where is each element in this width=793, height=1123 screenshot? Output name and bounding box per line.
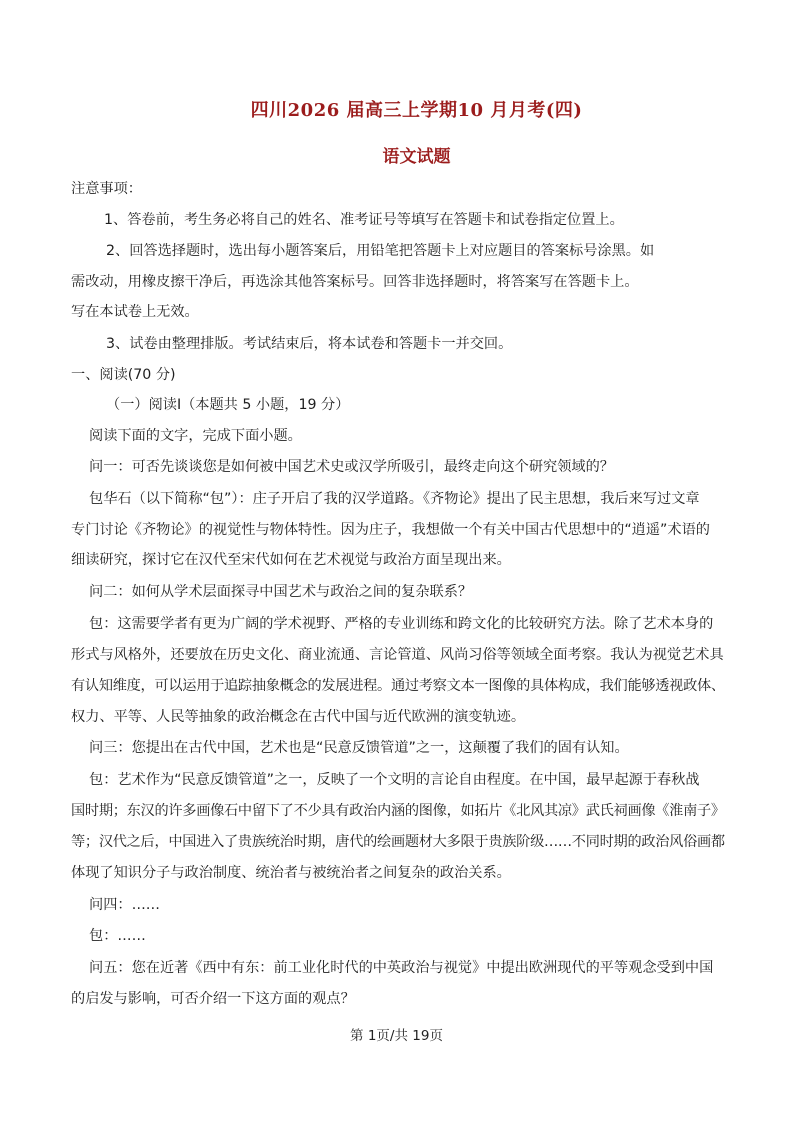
question-5-line-1: 问五：您在近著《西中有东：前工业化时代的中英政治与视觉》中提出欧洲现代的平等观念受到中国 — [89, 960, 714, 976]
notice-heading: 注意事项： — [71, 181, 142, 197]
notice-item-3: 3、试卷由整理排版。考试结束后，将本试卷和答题卡一并交回。 — [106, 336, 513, 352]
page-number: 第 1页/共 19页 — [350, 1028, 443, 1044]
notice-item-2: 2、回答选择题时，选出每小题答案后，用铅笔把答题卡上对应题目的答案标号涂黑。如 — [106, 243, 655, 259]
notice-item-2-end: 写在本试卷上无效。 — [71, 304, 199, 320]
question-5-line-2: 的启发与影响，可否介绍一下这方面的观点？ — [71, 991, 355, 1007]
exam-title: 四川2026 届高三上学期10 月月考(四) — [250, 100, 583, 121]
answer-1-line-1: 包华石（以下简称“包”）：庄子开启了我的汉学道路。《齐物论》提出了民主思想，我后来写过文章 — [89, 491, 700, 507]
answer-3-line-1: 包：艺术作为“民意反馈管道”之一，反映了一个文明的言论自由程度。在中国，最早起源于春秋战 — [89, 772, 700, 788]
notice-item-1: 1、答卷前，考生务必将自己的姓名、准考证号等填写在答题卡和试卷指定位置上。 — [104, 212, 624, 228]
question-4: 问四：…… — [89, 897, 160, 913]
answer-2-line-4: 权力、平等、人民等抽象的政治概念在古代中国与近代欧洲的演变轨迹。 — [71, 709, 526, 725]
section-heading: 一、阅读(70 分) — [71, 367, 176, 383]
instruction-text: 阅读下面的文字，完成下面小题。 — [89, 428, 302, 444]
answer-2-line-1: 包：这需要学者有更为广阔的学术视野、严格的专业训练和跨文化的比较研究方法。除了艺术本身的 — [89, 616, 714, 632]
answer-1-line-2: 专门讨论《齐物论》的视觉性与物体特性。因为庄子，我想做一个有关中国古代思想中的“逍遥”术语的 — [71, 522, 710, 538]
answer-3-line-4: 体现了知识分子与政治制度、统治者与被统治者之间复杂的政治关系。 — [71, 865, 511, 881]
notice-item-2-cont: 需改动，用橡皮擦干净后，再选涂其他答案标号。回答非选择题时，将答案写在答题卡上。 — [71, 274, 639, 290]
answer-4: 包：…… — [89, 928, 146, 944]
exam-subtitle: 语文试题 — [382, 147, 451, 167]
subsection-heading: （一）阅读Ⅰ（本题共 5 小题，19 分） — [106, 397, 350, 413]
question-2: 问二：如何从学术层面探寻中国艺术与政治之间的复杂联系？ — [89, 584, 473, 600]
answer-2-line-2: 形式与风格外，还要放在历史文化、商业流通、言论管道、风尚习俗等领域全面考察。我认为视觉艺术具 — [71, 647, 724, 663]
question-1: 问一：可否先谈谈您是如何被中国艺术史或汉学所吸引，最终走向这个研究领域的？ — [89, 459, 614, 475]
answer-3-line-3: 等；汉代之后，中国进入了贵族统治时期，唐代的绘画题材大多限于贵族阶级……不同时期的政治风俗画都 — [71, 834, 725, 850]
answer-3-line-2: 国时期；东汉的许多画像石中留下了不少具有政治内涵的图像，如拓片《北风其凉》武氏祠画像《淮南子》 — [71, 803, 725, 819]
answer-2-line-3: 有认知维度，可以运用于追踪抽象概念的发展进程。通过考察文本一图像的具体构成，我们能够透视政体、 — [71, 678, 725, 694]
answer-1-line-3: 细读研究，探讨它在汉代至宋代如何在艺术视觉与政治方面呈现出来。 — [71, 552, 511, 568]
question-3: 问三：您提出在古代中国，艺术也是“民意反馈管道”之一，这颠覆了我们的固有认知。 — [89, 740, 629, 756]
